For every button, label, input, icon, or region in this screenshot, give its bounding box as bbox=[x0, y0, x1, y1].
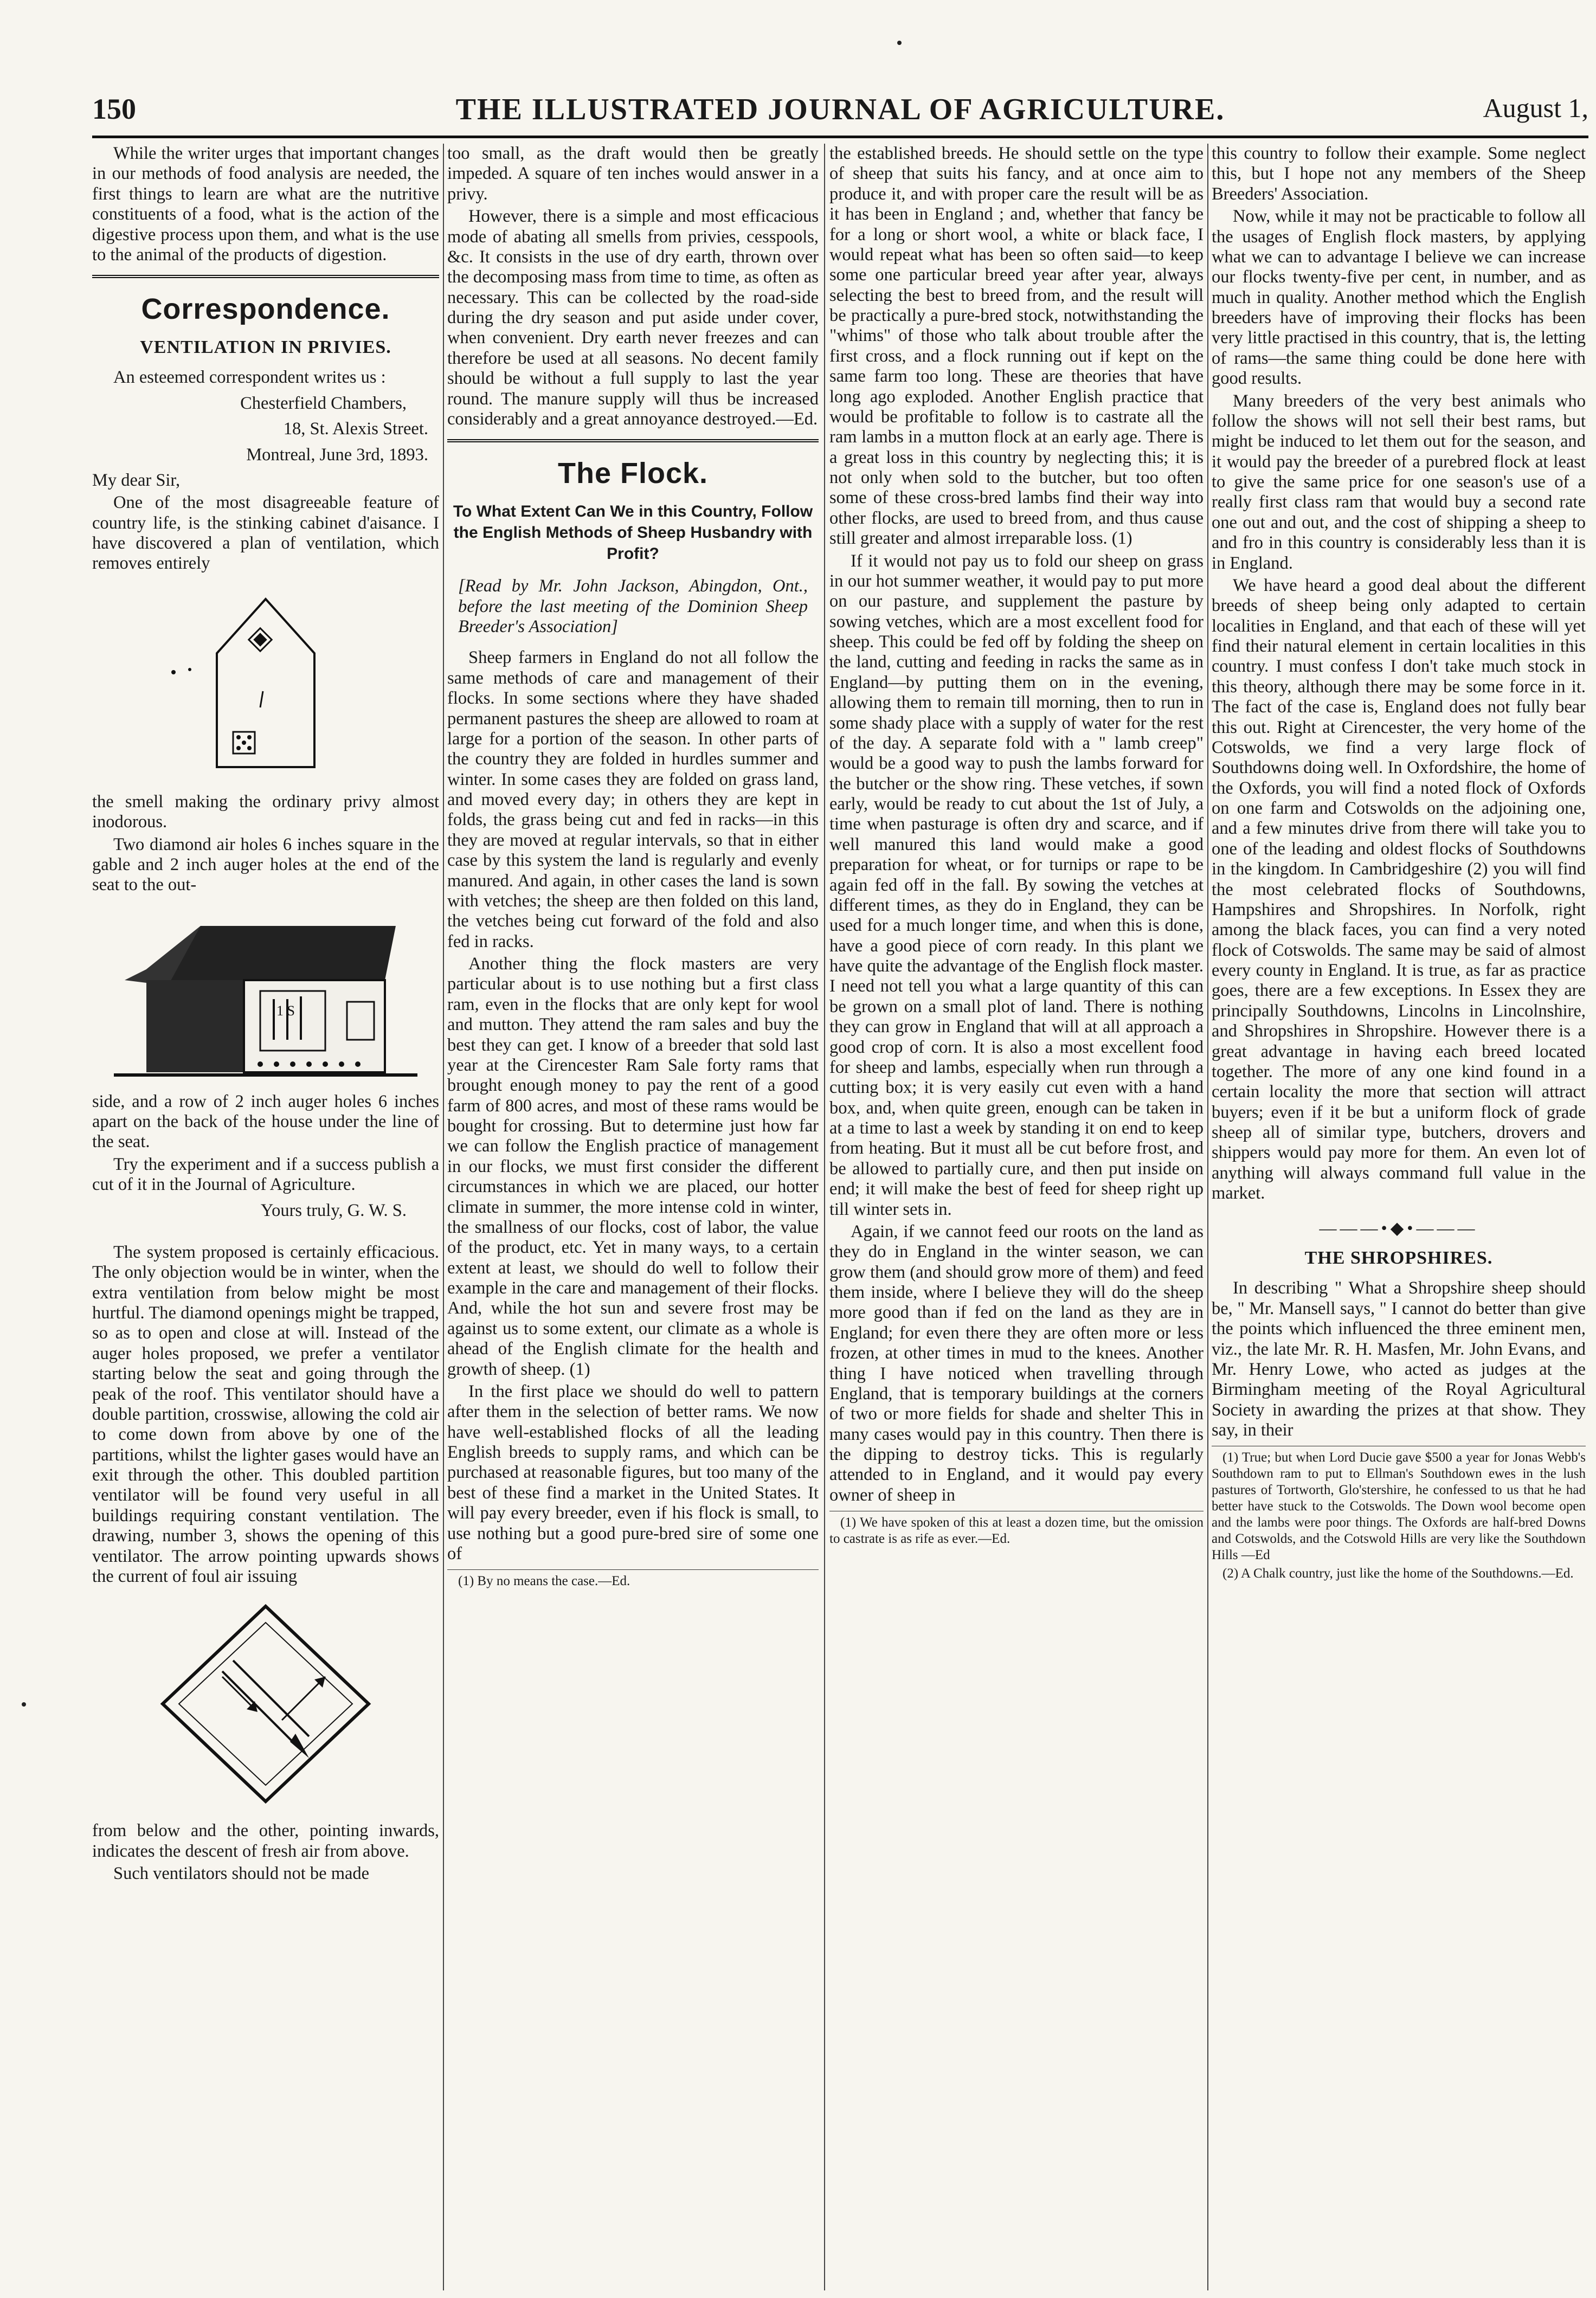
article-paragraph: If it would not pay us to fold our sheep on grass in our hot summer weather, it would pay to put more on our pasture, and supplement the pasture by sowing vetches, which are a most excellent food for sheep. This could be fed off by folding the sheep on the land, cutting and feeding in racks the same as in England—by putting them on in the evening, allowing them to remain till morning, then to run in some shady place with a supply of water for the rest of the day. A separate fold with a " lamb creep" would be a good way to push the lambs forward for the butcher or the show ring. These vetches, if sown early, would be ready to cut about the 1st of July, a time when pasturage is often dry and scarce, and if well manured this land would make a good preparation for wheat, or for turnips or rape to be again fed off in the fall. By sowing the vetches at different times, as they do in England, they can be used for a much longer time, and when this is done, have a good piece of corn ready. In this plant we have quite the advantage of the English flock master. I need not tell you what a large quantity of this can be grown on a small plot of land. There is nothing they can grow in England that will at all approach a good crop of corn. It is also a most excellent food for sheep and lambs, especially when run through a cutting box; it is very easily cut even with a hand box, and, when quite green, enough can be taken in at a time to last a week by standing it on end to keep from heating. But it must all be cut before frost, and be allowed to partially cure, and then put inside on end; it will make the best of feed for sheep right up till winter sets in. bbox=[829, 551, 1204, 1219]
footnote bbox=[829, 1511, 1204, 1547]
article-title-ventilation: VENTILATION IN PRIVIES. bbox=[140, 337, 391, 358]
print-speck bbox=[897, 41, 902, 45]
section-title-correspondence: Correspondence. bbox=[141, 293, 390, 326]
letter-paragraph: One of the most disagreeable feature of country life, is the stinking cabinet d'aisance. I have discovered a plan of ventilation, which removes entirely bbox=[92, 493, 439, 574]
page-number: 150 bbox=[92, 93, 136, 125]
letter-paragraph: Try the experiment and if a success publish a cut of it in the Journal of Agriculture. bbox=[92, 1154, 439, 1195]
letter-paragraph: the smell making the ordinary privy almost inodorous. bbox=[92, 791, 439, 832]
footnote-text: (2) A Chalk country, just like the home of the Southdowns.—Ed. bbox=[1222, 1566, 1574, 1581]
editor-comment: However, there is a simple and most efficacious mode of abating all smells from privies, cesspools, &c. It consists in the use of dry earth, thrown over the decomposing mass from time to time, as often as necessary. This can be collected by the road-side during the dry season and put aside under cover, when convenient. Dry earth never freezes and can therefore be used at all seasons. No decent family should be without a full supply to last the year round. The manure supply will thus be increased considerably and a great annoyance destroyed.—Ed. bbox=[447, 207, 819, 429]
intro-paragraph: While the writer urges that important changes in our methods of food analysis are needed, the first things to learn are what are the nutritive constituents of a food, what is the action of the digestive process upon them, and what is the use to the animal of the products of digestion. bbox=[92, 144, 439, 265]
footnote bbox=[1212, 1446, 1586, 1582]
article-paragraph: this country to follow their example. Some neglect this, but I hope not any members of the Sheep Breeders' Association. bbox=[1212, 144, 1586, 204]
letter-signature: Yours truly, G. W. S. bbox=[260, 1200, 407, 1220]
ventilator-diagram bbox=[152, 1595, 379, 1812]
article-paragraph: the established breeds. He should settle on the type of sheep that suits his fancy, and at once aim to produce it, and with proper care the result will be as it has been in England ; and, whether that fancy be for a long or short wool, a white or black face, I would repeat what has been so often said—to keep some one particular breed year after year, always selecting the best to breed from, and the result will be practically a pure-bred stock, notwithstanding the "whims" of those who talk about trouble after the first cross, and a flock running out if kept on the same farm too long. These are theories that have long ago exploded. Another English practice that would be profitable to follow is to castrate all the ram lambs in a mutton flock at an early age. There is a great loss in this country by neglecting this; it is not only when sold to the butcher, but too often some of these cross-bred lambs find their way into other flocks, are used to breed from, and thus cause still greater and almost irreparable loss. (1) bbox=[829, 144, 1204, 549]
editor-comment: The system proposed is certainly efficacious. The only objection would be in winter, when the extra ventilation from below might be most hurtful. The diamond openings might be trapped, so as to open and close at will. Instead of the auger holes proposed, we prefer a ventilator starting below the seat and going through the peak of the roof. This ventilator should have a double partition, crosswise, allowing the cold air to come down from above by one of the partitions, whilst the lighter gases would have an exit through the other. This doubled partition ventilator will be found very useful in all buildings requiring constant ventilation. The drawing, number 3, shows the opening of this ventilator. The arrow pointing upwards shows the current of foul air issuing bbox=[92, 1242, 439, 1586]
article-paragraph: In the first place we should do well to pattern after them in the selection of better rams. We now have well-established flocks of all the leading English breeds to supply rams, and which can be purchased at reasonable figures, but too many of the best of these find a market in the United States. It will pay every breeder, even if his flock is small, to use nothing but a good pure-bred sire of some one of bbox=[447, 1381, 819, 1563]
section-rule bbox=[447, 439, 819, 442]
svg-text:1 S: 1 S bbox=[276, 1002, 295, 1019]
column-divider bbox=[443, 144, 444, 2290]
article-paragraph: Now, while it may not be practicable to follow all the usages of English flock masters, by applying what we can to advantage I believe we can increase our flocks twenty-five per cent, in number, and as much in quality. Another method which the English breeders have of improving their flocks has been very little practised in this country, that is, the letting of rams—the same thing could be done here with good results. bbox=[1212, 207, 1586, 389]
column-1 bbox=[92, 144, 439, 2290]
editor-comment: Such ventilators should not be made bbox=[113, 1864, 370, 1884]
article-paragraph: In describing " What a Shropshire sheep should be, " Mr. Mansell says, " I cannot do better than give the points which influenced the three eminent men, viz., the late Mr. R. H. Masfen, Mr. John Evans, and Mr. Henry Lowe, who acted as judges at the Birmingham meeting of the Royal Agricultural Society in awarding the prizes at that show. They say, in their bbox=[1212, 1278, 1586, 1440]
address-line: 18, St. Alexis Street. bbox=[283, 419, 428, 439]
section-rule bbox=[92, 275, 439, 278]
footnote-text: (1) By no means the case.—Ed. bbox=[458, 1574, 630, 1589]
article-paragraph: We have heard a good deal about the different breeds of sheep being only adapted to certain localities in England, and that each of these will yet find their natural element in certain localities in this country. I must confess I don't take much stock in this theory, although there may be some force in it. The fact of the case is, England does not fully bear this out. Right at Cirencester, the very home of the Cotswolds, we find a very large flock of Southdowns doing well. In Oxfordshire, the home of the Oxfords, you will find a noted flock of Oxfords on one farm and Cotswolds on the adjoining one, and a few minutes drive from there will take you to one of the leading and oldest flocks of Southdowns in the kingdom. In Cambridgeshire (2) you will find the most celebrated flocks of Southdowns, Hampshires and Shropshires. In Norfolk, right among the black faces, you can find a very noted flock of Cotswolds. The same may be said of almost every county in England. It is true, as far as practice goes, there are a few exceptions. In Essex they are principally Southdowns, Lincolns in Lincolnshire, and Shropshires in Shropshire. However there is a great advantage in having each breed located together. The more of any one kind found in a certain locality the more that section will attract buyers; even if it be but a uniform flock of grade sheep all of similar type, butchers, drovers and shippers would pay more for them. An even lot of anything will always command full value in the market. bbox=[1212, 575, 1586, 1203]
salutation: My dear Sir, bbox=[92, 470, 181, 490]
ornamental-divider: ———•◆•——— bbox=[1319, 1218, 1478, 1238]
column-4 bbox=[1212, 144, 1586, 2290]
article-paragraph: Many breeders of the very best animals who follow the shows will not sell their best rams, but might be induced to let them out for the season, and it would pay the breeder of a purebred flock at least to give the same price for one season's use of a really first class ram that would buy a second rate one out and out, and the cost of shipping a sheep to and fro in this country is considerably less than it is in England. bbox=[1212, 391, 1586, 573]
footnote-text: (1) True; but when Lord Ducie gave $500 a year for Jonas Webb's Southdown ram to put to Ellman's Southdown ewes in the lush pastures of Tortworth, Glo'stershire, he confessed to us that he had better have stuck to the Cotswolds. The Down wool become open and the lambs were poor things. The Oxfords are half-bred Downs and Cotswolds, and the Cotswold Hills are very like the Southdown Hills —Ed bbox=[1212, 1450, 1586, 1563]
editor-comment: too small, as the draft would then be greatly impeded. A square of ten inches would answer in a privy. bbox=[447, 144, 819, 204]
letter-date: Montreal, June 3rd, 1893. bbox=[246, 445, 428, 465]
article-title-sheep-husbandry: To What Extent Can We in this Country, Follow the English Methods of Sheep Husbandry with Profit? bbox=[453, 503, 813, 563]
footnote-text: (1) We have spoken of this at least a dozen time, but the omission to castrate is as rife as ever.—Ed. bbox=[829, 1515, 1204, 1547]
column-2 bbox=[447, 144, 819, 2290]
section-title-flock: The Flock. bbox=[557, 457, 709, 490]
journal-title: THE ILLUSTRATED JOURNAL OF AGRICULTURE. bbox=[455, 93, 1225, 126]
article-title-shropshires: THE SHROPSHIRES. bbox=[1304, 1248, 1493, 1269]
article-paragraph: Another thing the flock masters are very particular about is to use nothing but a first class ram, even in the flocks that are only kept for wool and mutton. They attend the ram sales and buy the best they can get. I know of a breeder that sold last year at the Cirencester Ram Sale forty rams that brought enough money to pay the rent of a good farm of 800 acres, and most of these rams would be bought for crossing. But to determine just how far we can follow the English practice of management in our flocks, we must first consider the different circumstances in which we are placed, our hotter climate in summer, the more intense cold in winter, the smallness of our flocks, cost of labor, the value of the product, etc. Yet in many ways, to a certain extent at least, we should do well to follow their example in the care and management of their flocks. And, while the hot sun and severe frost may be against us to some extent, our climate as a whole is ahead of the English climate for the health and growth of sheep. (1) bbox=[447, 954, 819, 1379]
header-rule bbox=[92, 136, 1588, 138]
address-line: Chesterfield Chambers, bbox=[240, 393, 407, 413]
article-paragraph: Sheep farmers in England do not all follow the same methods of care and management of their flocks. In some sections where they have shaded permanent pastures the sheep are allowed to roam at large for a portion of the season. In other parts of the country they are folded in hurdles summer and winter. In some cases they are folded on grass land, and moved every day; in others they are kept in folds, the grass being cut and fed in racks—in this they are moved at regular intervals, so that in either case by this system the land is regularly and evenly manured. And again, in other cases the land is sown with vetches; the sheep are then folded on this land, the vetches being cut forward of the fold and also fed in racks. bbox=[447, 648, 819, 951]
print-speck bbox=[22, 1702, 26, 1707]
privy-gable-diagram bbox=[152, 583, 379, 783]
footnote bbox=[447, 1569, 819, 1589]
article-paragraph: Again, if we cannot feed our roots on the land as they do in England in the winter season, we can grow them (and should grow more of them) and feed them inside, where I believe they will do the sheep more good than if fed on the land as they are in England; for even there they are often more or less frozen, at other times in mud to the knees. Another thing I have noticed when travelling through England, that is temporary buildings at the corners of two or more fields for shade and shelter This in many cases would pay in this country. Then there is the dipping to destroy ticks. This is regularly attended to in England, and it would pay every owner of sheep in bbox=[829, 1221, 1204, 1505]
page-header bbox=[92, 92, 1588, 136]
column-divider bbox=[824, 144, 825, 2290]
column-3 bbox=[829, 144, 1204, 2290]
editor-comment: from below and the other, pointing inwards, indicates the descent of fresh air from above. bbox=[92, 1821, 439, 1861]
letter-paragraph: side, and a row of 2 inch auger holes 6 inches apart on the back of the house under the line of the seat. bbox=[92, 1091, 439, 1152]
column-divider bbox=[1207, 144, 1208, 2290]
privy-house-illustration bbox=[114, 904, 417, 1083]
letter-intro: An esteemed correspondent writes us : bbox=[113, 368, 386, 388]
article-byline: [Read by Mr. John Jackson, Abingdon, Ont., before the last meeting of the Dominion Sheep Breeder's Association] bbox=[458, 576, 808, 637]
issue-date: August 1, bbox=[1483, 93, 1588, 123]
letter-paragraph: Two diamond air holes 6 inches square in the gable and 2 inch auger holes at the end of the seat to the out- bbox=[92, 834, 439, 895]
